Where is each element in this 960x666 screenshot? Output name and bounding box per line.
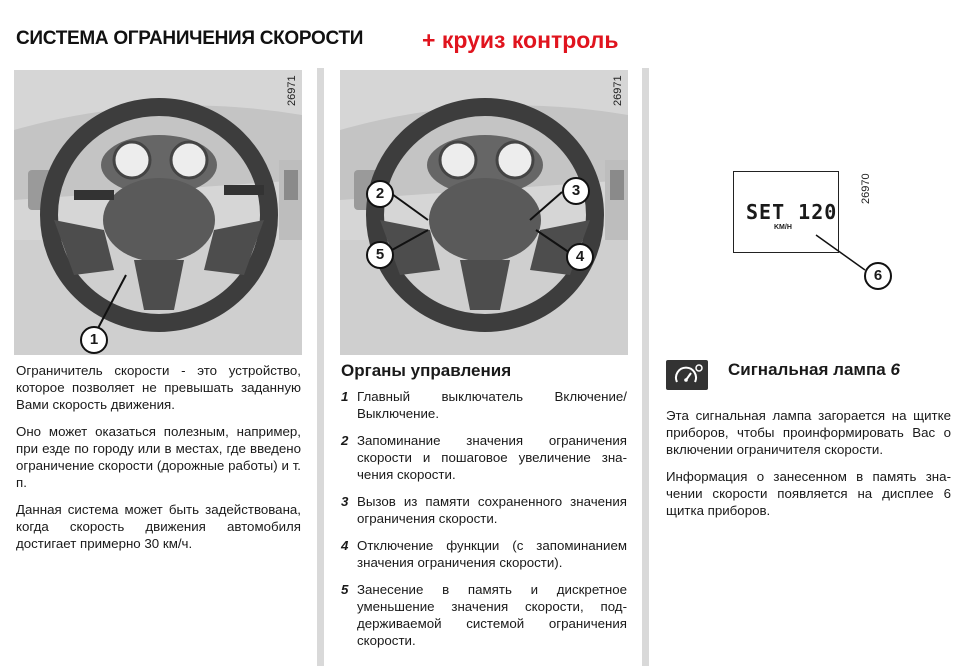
- paragraph: Данная система может быть задействована, когда скорость движения автомобиля достигает примерно 30 км/ч.: [16, 502, 301, 551]
- steering-wheel-figure-left: [14, 70, 302, 355]
- column-divider: [317, 68, 324, 666]
- figure-ref-right: 26970: [860, 173, 872, 204]
- item-number: 3: [341, 494, 349, 509]
- warning-lamp-heading: [728, 360, 900, 380]
- right-column-text: [666, 407, 951, 519]
- paragraph: Информация о занесенном в память значении скорости появляется на дисплее 6 щитка приборов.: [666, 469, 951, 518]
- item-text: Запоминание значения ограничения скорости и пошаговое увеличение значения скорости.: [357, 433, 627, 482]
- list-item: [341, 432, 627, 483]
- list-item: [341, 388, 627, 422]
- steering-wheel-figure-middle: [340, 70, 628, 355]
- figure-ref-left: 26971: [286, 75, 298, 106]
- item-text: Занесение в память и дискретное уменьшение значения скорости, поддерживаемой системой ограничения скорости.: [357, 582, 627, 648]
- item-text: Вызов из памяти сохраненного значения ограничения скорости.: [357, 494, 627, 526]
- figure-ref-middle: 26971: [612, 75, 624, 106]
- callout-5: 5: [366, 241, 394, 269]
- page-title-extra: + круиз контроль: [422, 27, 619, 53]
- item-number: 1: [341, 389, 349, 404]
- page-title: СИСТЕМА ОГРАНИЧЕНИЯ СКОРОСТИ: [16, 28, 364, 49]
- list-item: [341, 493, 627, 527]
- left-column-text: [16, 362, 301, 552]
- paragraph: Эта сигнальная лампа загорается на щитке приборов, чтобы проинформировать Вас о включении ограничителя скорости.: [666, 408, 951, 457]
- paragraph: Ограничитель скорости - это устройство, которое позволяет не превышать заданную Вами скорость движения.: [16, 363, 301, 412]
- callout-6-leader: [810, 230, 870, 280]
- item-number: 2: [341, 433, 349, 448]
- callout-1: 1: [80, 326, 108, 354]
- heading-text: Сигнальная лампа: [728, 360, 886, 379]
- item-number: 4: [341, 538, 349, 553]
- callout-3: 3: [562, 177, 590, 205]
- list-item: [341, 537, 627, 571]
- callout-6: 6: [864, 262, 892, 290]
- warning-lamp-box: [666, 360, 708, 390]
- callout-2: 2: [366, 180, 394, 208]
- item-number: 5: [341, 582, 349, 597]
- controls-list: [341, 388, 627, 649]
- paragraph: Оно может оказаться полезным, например, при езде по городу или в местах, где введено ограничение скорости (дорожные работы) и т. п.: [16, 424, 301, 490]
- speed-limiter-icon: [666, 360, 708, 390]
- item-text: Главный выключатель Включение/ Выключение.: [357, 389, 627, 421]
- callout-4: 4: [566, 243, 594, 271]
- display-set-speed: SET 120: [746, 200, 838, 224]
- display-unit: KM/H: [774, 224, 792, 231]
- column-divider: [642, 68, 649, 666]
- steering-wheel-controls-illustration: [340, 70, 628, 355]
- list-item: [341, 581, 627, 649]
- item-text: Отключение функции (с запоминанием значения ограничения скорости).: [357, 538, 627, 570]
- heading-num: 6: [890, 360, 900, 379]
- steering-wheel-illustration: [14, 70, 302, 355]
- controls-heading: Органы управления: [341, 361, 512, 380]
